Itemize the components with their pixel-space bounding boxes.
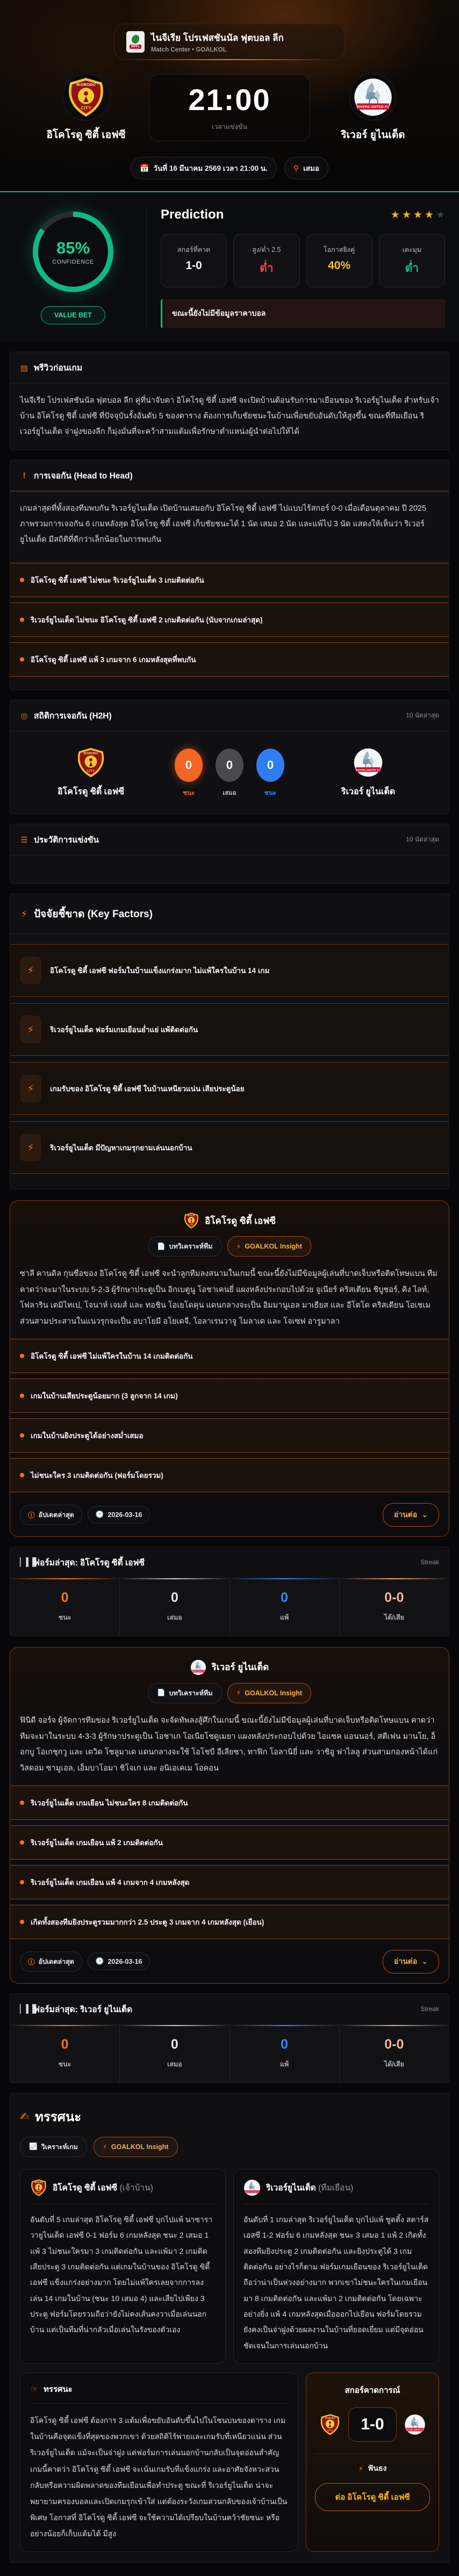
verdict-team-cards <box>10 2167 449 2364</box>
h2h-home-team <box>32 748 150 799</box>
verdict-away-body: อันดับที่ 1 เกมล่าสุด ริเวอร์ยูไนเต็ด บุกไปแพ้ ชูตติ้ง สตาร์ส เอสซี 1-2 ฟอร์ม 6 เกมหลังสุด ชนะ 3 เสมอ 1 แพ้ 2 เกิดทั้งสองทีมยิงประตู 2 เกมติดต่อกัน และยิงประตูได้ 3 เกมติดต่อกัน อย่างไรก็ตาม ฟอร์มเกมเยือนของ ริเวอร์ยูไนเต็ด ถือว่าน่าเป็นห่วงอย่างมาก พวกเขาไม่ชนะใครในเกมเยือนมา 8 เกมติดต่อกัน และแพ้มา 2 เกมติดต่อกัน โดยเฉพาะอย่างยิ่ง แพ้ 4 เกมหลังสุดเมื่อออกไปเยือน ฟอร์มโดยรวมยังคงเป็นจ่าฝูงด้วยผลงานในบ้านที่ยอดเยี่ยม แต่มีจุดอ่อนชัดเจนในการเล่นนอกบ้าน <box>243 2215 429 2350</box>
verdict-away-role: (ทีมเยือน) <box>318 2183 354 2193</box>
opinion-title: ทรรศนะ <box>44 2385 73 2394</box>
badge-label: GOALKOL Insight <box>245 1689 303 1697</box>
predicted-score-card <box>306 2372 439 2552</box>
team-analysis-badge <box>148 1236 222 1257</box>
verdict-label: ฟันธง <box>368 2464 387 2473</box>
verdict-away-name: ริเวอร์ยูไนเต็ด <box>266 2183 316 2193</box>
badge-label: วิเคราะห์เกม <box>41 2143 78 2151</box>
key-factor-text: ริเวอร์ยูไนเต็ด ฟอร์มเกมเยือนย่ำแย่ แพ้ติดต่อกัน <box>50 1026 198 1034</box>
away-analysis-bullet <box>10 1865 449 1899</box>
stat-value: ต่ำ <box>405 262 419 274</box>
analysis-bullet-text: เกมในบ้านเสียประตูน้อยมาก (3 ลูกจาก 14 เกม) <box>31 1391 178 1400</box>
h2h-bullet <box>10 563 449 597</box>
h2h-stats-icon: ◎ <box>20 711 28 721</box>
form-label: ได้/เสีย <box>384 1613 404 1621</box>
h2h-stats-period: 10 นัดล่าสุด <box>406 712 439 719</box>
bullet-dot-icon <box>20 578 24 582</box>
match-date-text: วันที่ 16 มีนาคม 2569 เวลา 21:00 น. <box>153 164 268 172</box>
form-draws-cell <box>120 2025 230 2082</box>
star-icon: ★ <box>390 209 400 221</box>
read-more-button[interactable] <box>383 1503 439 1527</box>
kickoff-label: เวลาแข่งขัน <box>212 122 247 130</box>
form-wins-cell <box>10 1578 120 1636</box>
h2h-stats-title: สถิติการเจอกัน (H2H) <box>34 712 112 721</box>
history-list-icon: ☰ <box>20 835 28 845</box>
last-updated-pill <box>20 1951 82 1972</box>
star-icon: ★ <box>413 209 422 221</box>
home-analysis-bullet <box>10 1339 449 1373</box>
badge-label: GOALKOL Insight <box>245 1243 303 1250</box>
key-factor-text: อิโคโรดู ซิตี้ เอฟซี ฟอร์มในบ้านแข็งแกร่งมาก ไม่แพ้ใครในบ้าน 14 เกม <box>50 967 270 975</box>
away-analysis-body: ฟินิดี จอร์จ ผู้จัดการทีมของ ริเวอร์ยูไนเต็ด จะจัดทัพลงสู้ศึกในเกมนี้ ขณะนี้ยังไม่มีข้อมูลผู้เล่นที่บาดเจ็บหรือติดโทษแบน คาดว่าทีมจะมาในระบบ 4-3-3 ผู้รักษาประตูเป็น โอชาเก โอเนียโชดูเมยา แผงหลังประกอบไปด้วย ไอแซค แอนนอร์, สตีเฟน มานโย, อ็อกบู โอเกชุกวู และ เดวิด โชลูมาเด แดนกลางจะใช้ โอโชบี อีเลียซา, ทาฟิก โอลานิยี่ และ วาชิอู ฟาไลลู ส่วนสามกองหน้าได้แก่ วิสดอม ซามูเอล, เอ็มบาโอมา ชิโจเก และ อนิเอเคเม โอคอน <box>20 1716 438 1773</box>
away-analysis-team: ริเวอร์ ยูไนเต็ด <box>211 1662 269 1673</box>
h2h-bullet-text: อิโคโรดู ซิตี้ เอฟซี แพ้ 3 เกมจาก 6 เกมหลังสุดที่พบกัน <box>31 656 196 664</box>
form-value: 0 <box>281 2036 289 2052</box>
document-icon: 📄 <box>156 1242 166 1250</box>
home-analysis-bullet <box>10 1418 449 1453</box>
stat-label: สูง/ต่ำ 2.5 <box>252 246 281 253</box>
goalkol-insight-badge <box>227 1683 312 1703</box>
analysis-bullet-text: เกิดทั้งสองทีมยิงประตูรวมมากกว่า 2.5 ประตู 3 เกมจาก 4 เกมหลังสุด (เยือน) <box>31 1918 264 1926</box>
form-label: เสมอ <box>167 1613 182 1621</box>
bullet-dot-icon <box>20 1394 24 1398</box>
match-date-pill <box>131 157 277 179</box>
history-title: ประวัติการแข่งขัน <box>34 836 99 845</box>
h2h-home-wins <box>175 749 203 798</box>
h2h-bullet-text: อิโคโรดู ซิตี้ เอฟซี ไม่ชนะ ริเวอร์ยูไนเต็ด 3 เกมติดต่อกัน <box>31 576 204 584</box>
updated-date-pill <box>88 1506 150 1523</box>
h2h-home-name: อิโคโรดู ซิตี้ เอฟซี <box>58 787 124 796</box>
form-wins-cell <box>10 2025 120 2082</box>
home-form-cells <box>10 1578 449 1636</box>
lightning-icon: ⚡ <box>103 2143 107 2151</box>
away-analysis-card <box>10 1647 449 1984</box>
home-analysis-team: อิโคโรดู ซิตี้ เอฟซี <box>205 1215 276 1226</box>
analysis-bullet-text: ริเวอร์ยูไนเต็ด เกมเยือน ไม่ชนะใคร 8 เกมติดต่อกัน <box>31 1798 188 1807</box>
bullet-dot-icon <box>20 1473 24 1477</box>
form-goals-cell <box>340 2025 449 2082</box>
analysis-bullet-text: อิโคโรดู ซิตี้ เอฟซี ไม่แพ้ใครในบ้าน 14 เกมติดต่อกัน <box>31 1352 193 1360</box>
chart-icon: 📈 <box>29 2143 38 2151</box>
star-icon: ★ <box>435 209 445 221</box>
last-updated-label: อัปเดตล่าสุด <box>38 1957 74 1965</box>
league-logo-bird-icon <box>132 35 139 43</box>
confidence-ring-inner <box>38 217 108 287</box>
h2h-circle-value: 0 <box>216 749 243 782</box>
bars-icon: ▏▍▋ <box>20 1558 39 1568</box>
lightning-icon: ⚡ <box>20 956 41 984</box>
away-team-crest-icon <box>190 1659 206 1675</box>
home-team <box>27 74 145 143</box>
away-form-title: ฟอร์มล่าสุด: ริเวอร์ ยูไนเต็ด <box>34 2005 133 2014</box>
match-header <box>27 74 432 143</box>
location-pin-icon: ⚲ <box>293 163 299 172</box>
analysis-bullet-text: ไม่ชนะใคร 3 เกมติดต่อกัน (ฟอร์มโดยรวม) <box>31 1471 163 1479</box>
home-team-crest-icon <box>183 1213 199 1229</box>
stat-label: สกอร์ที่คาด <box>177 246 211 253</box>
confidence-label: CONFIDENCE <box>52 259 94 265</box>
clock-icon: 🕑 <box>95 1511 104 1519</box>
form-losses-cell <box>230 2025 340 2082</box>
home-team-logo <box>63 74 109 120</box>
key-factors-section <box>10 894 449 1189</box>
form-losses-cell <box>230 1578 340 1636</box>
league-subtitle: Match Center • GOALKOL <box>151 47 227 53</box>
lightning-icon: ⚡ <box>20 1134 41 1162</box>
key-factor-text: ริเวอร์ยูไนเต็ด มีปัญหาเกมรุกยามเล่นนอกบ้าน <box>50 1144 192 1152</box>
form-label: ชนะ <box>58 2060 71 2068</box>
h2h-icon: ! <box>23 471 26 480</box>
h2h-title: การเจอกัน (Head to Head) <box>34 471 133 481</box>
away-team-crest-icon <box>404 2414 426 2435</box>
prediction-title: Prediction <box>161 207 224 222</box>
away-analysis-bullet <box>10 1825 449 1860</box>
verdict-title: ทรรศนะ <box>35 2109 82 2124</box>
home-team-crest-icon <box>319 2414 341 2435</box>
confidence-ring <box>33 212 113 292</box>
info-icon: ⓘ <box>28 1511 35 1519</box>
stat-over-under <box>233 234 299 287</box>
lightning-icon: ⚡ <box>358 2464 364 2473</box>
venue-pill <box>284 157 328 179</box>
bullet-dot-icon <box>20 1920 24 1924</box>
confidence-stars <box>391 209 445 221</box>
verdict-home-card <box>20 2169 226 2364</box>
away-team-crest-icon <box>353 748 383 778</box>
home-form-title: ฟอร์มล่าสุด: อิโคโรดู ซิตี้ เอฟซี <box>34 1558 145 1568</box>
lightning-icon: ⚡ <box>20 908 28 919</box>
game-analysis-badge <box>20 2137 87 2157</box>
verdict-section <box>10 2093 449 2563</box>
form-value: 0-0 <box>384 2036 404 2052</box>
home-analysis-card <box>10 1200 449 1537</box>
h2h-circle-label: ชนะ <box>183 789 195 796</box>
away-analysis-bullet <box>10 1786 449 1820</box>
h2h-stats-section <box>10 700 449 814</box>
home-team-crest-icon <box>30 2179 47 2196</box>
verdict-home-body: อันดับที่ 5 เกมล่าสุด อิโคโรดู ซิตี้ เอฟซี บุกไปแพ้ นาซาราวายูไนเต็ด เอฟซี 0-1 ฟอร์ม 6 เกมหลังสุด ชนะ 2 เสมอ 1 แพ้ 3 ไม่ชนะใครมา 3 เกมติดต่อกัน และแพ้มา 2 เกมติด เสียประตู 3 เกมติดต่อกัน แต่เกมในบ้านของ อิโคโรดู ซิตี้ เอฟซี แข็งแกร่งอย่างมาก โดยไม่แพ้ใครเลยจากการลงเล่น 14 เกมในบ้าน (ชนะ 10 เสมอ 4) และเสียไปเพียง 3 ประตู ฟอร์มโดยรวมถือว่ายังไม่คงเส้นคงวาเมื่อเล่นนอกบ้าน แต่เป็นทีมที่น่ากลัวเมื่อเล่นในรังของตัวเอง <box>30 2215 213 2334</box>
analysis-bullet-text: เกมในบ้านยิงประตูได้อย่างสม่ำเสมอ <box>31 1431 144 1440</box>
verdict-home-role: (เจ้าบ้าน) <box>119 2183 153 2193</box>
form-value: 0-0 <box>384 1590 404 1605</box>
opinion-body: อิโคโรดู ซิตี้ เอฟซี ต้องการ 3 แต้มเพื่อขยับอันดับขึ้นไปในโซนบนของตาราง เกมในบ้านคือจุดแข็งที่สุดของพวกเขา ด้วยสถิติไร้พ่ายและเกมรับที่เหนียวแน่น ส่วน ริเวอร์ยูไนเต็ด แม้จะเป็นจ่าฝูง แต่ฟอร์มการเล่นนอกบ้านกลับเป็นจุดอ่อนสำคัญ เกมนี้คาดว่า อิโคโรดู ซิตี้ เอฟซี จะเน้นเกมรับที่แข็งแกร่ง และอาศัยจังหวะสวนกลับหรือความผิดพลาดของทีมเยือนเพื่อทำประตู ขณะที่ ริเวอร์ยูไนเต็ด น่าจะพยายามครองบอลและเปิดเกมรุกเข้าใส่ แต่ต้องระวังเกมสวนกลับของเจ้าบ้านเป็นพิเศษ โอกาสที่ อิโคโรดู ซิตี้ เอฟซี จะใช้ความได้เปรียบในบ้านคว้าชัยชนะ หรืออย่างน้อยก็เก็บแต้มได้ มีสูง <box>30 2416 288 2538</box>
league-header <box>114 24 345 60</box>
form-value: 0 <box>61 1590 69 1605</box>
form-label: เสมอ <box>167 2060 182 2068</box>
predicted-score-title: สกอร์คาดการณ์ <box>345 2386 400 2396</box>
stat-value: 40% <box>328 259 351 272</box>
away-form-cells <box>10 2025 449 2082</box>
league-logo <box>126 31 145 53</box>
h2h-stats-grid <box>10 731 449 814</box>
kickoff-card <box>149 74 310 141</box>
key-factor-text: เกมรับของ อิโคโรดู ซิตี้ เอฟซี ในบ้านเหนียวแน่น เสียประตูน้อย <box>50 1085 245 1093</box>
bullet-dot-icon <box>20 1354 24 1358</box>
home-analysis-bullet <box>10 1458 449 1492</box>
lightning-icon: ⚡ <box>20 1015 41 1043</box>
form-goals-cell <box>340 1578 449 1636</box>
league-logo-text: NPFL <box>130 45 141 49</box>
read-more-label: อ่านต่อ <box>393 1956 418 1965</box>
preview-title: พรีวิวก่อนเกม <box>34 364 83 373</box>
last-updated-pill <box>20 1505 82 1525</box>
star-icon: ★ <box>424 209 434 221</box>
opinion-card <box>20 2372 298 2552</box>
away-team-logo <box>350 74 396 120</box>
badge-label: บทวิเคราะห์ทีม <box>169 1243 213 1250</box>
key-factor-item <box>10 1003 449 1056</box>
away-form-section <box>10 1993 449 2083</box>
h2h-away-wins <box>256 749 284 798</box>
preview-body: ไนจีเรีย โปรเฟสชันนัล ฟุตบอล ลีก คู่ที่น่าจับตา อิโคโรดู ซิตี้ เอฟซี จะเปิดบ้านต้อนรับการมาเยือนของ ริเวอร์ยูไนเต็ด สำหรับเจ้าบ้าน อิโคโรดู ซิตี้ เอฟซี ที่ปัจจุบันรั้งอันดับ 5 ของตาราง ต้องการเก็บชัยชนะในบ้านเพื่อขยับอันดับให้สูงขึ้น ขณะที่ทีมเยือน ริเวอร์ยูไนเต็ด จ่าฝูงของลีก ก็มุ่งมั่นที่จะคว้าสามแต้มเพื่อรักษาตำแหน่งผู้นำต่อไปให้ได้ <box>20 396 439 436</box>
bars-icon: ▏▍▋ <box>20 2005 39 2014</box>
lightning-icon: ⚡ <box>20 1075 41 1102</box>
streak-label: Streak <box>420 2005 439 2013</box>
home-analysis-body: ซาลี คานดิล กุนซือของ อิโคโรดู ซิตี้ เอฟซี จะนำลูกทีมลงสนามในเกมนี้ ขณะนี้ยังไม่มีข้อมูลผู้เล่นที่บาดเจ็บหรือติดโทษแบน ทีมคาดว่าจะมาในระบบ 5-2-3 ผู้รักษาประตูเป็น อิกเบตูนู โอชาเคนยี่ แผงหลังประกอบไปด้วย จูเนียร์ คริสเตียน ชิบูชอร์, คิง ไลท์, โฟลาริน เตมิไทเป, โจนาห์ เจมส์ และ ทอชิน โอเยโดคุน แดนกลางจะเป็น อิมมานูเอล มาเธียส และ อีโตโด คริสเตียน โอเชเม ส่วนสามประสานในแนวรุกจะเป็น อบาโยมี อโยเดจี, โอลาเรนวาจู โมลาเด และ โจเซฟ อารูมาลา <box>20 1269 438 1326</box>
stat-predicted-score <box>161 234 227 287</box>
home-team-crest-icon <box>66 77 106 117</box>
h2h-draws <box>216 749 243 798</box>
form-label: แพ้ <box>279 1613 289 1621</box>
last-updated-label: อัปเดตล่าสุด <box>38 1511 74 1519</box>
form-draws-cell <box>120 1578 230 1636</box>
key-factor-item <box>10 1062 449 1115</box>
bullet-dot-icon <box>20 618 24 622</box>
verdict-bottom-row <box>10 2364 449 2563</box>
away-team-crest-icon <box>353 77 393 117</box>
stat-label: โอกาสยิงคู่ <box>324 246 355 253</box>
h2h-circle-label: เสมอ <box>223 789 236 796</box>
form-value: 0 <box>281 1590 289 1605</box>
lightning-icon: ⚡ <box>236 1243 241 1251</box>
match-meta <box>11 157 448 191</box>
predicted-score-value: 1-0 <box>348 2407 396 2442</box>
stat-corners <box>379 234 445 287</box>
document-icon: 📄 <box>156 1689 166 1697</box>
h2h-circle-value: 0 <box>175 749 203 782</box>
stat-label: เตะมุม <box>402 246 422 253</box>
info-icon: ⓘ <box>28 1958 35 1966</box>
goalkol-insight-badge <box>227 1236 312 1257</box>
team-analysis-badge <box>148 1683 222 1703</box>
key-factor-item <box>10 1121 449 1174</box>
away-team <box>314 74 432 143</box>
h2h-away-team <box>309 748 427 799</box>
form-label: ได้/เสีย <box>384 2060 404 2068</box>
history-section <box>10 824 449 884</box>
home-analysis-bullet <box>10 1378 449 1413</box>
pointing-hand-icon: ☞ <box>31 2385 38 2394</box>
chevron-down-icon: ⌄ <box>421 1510 428 1519</box>
streak-label: Streak <box>420 1558 439 1566</box>
h2h-away-name: ริเวอร์ ยูไนเต็ด <box>341 787 396 796</box>
form-label: ชนะ <box>58 1613 71 1621</box>
home-team-crest-icon <box>76 748 106 778</box>
analyst-icon: ✍ <box>20 2110 29 2123</box>
chevron-down-icon: ⌄ <box>421 1957 428 1966</box>
form-value: 0 <box>170 2036 178 2052</box>
stat-value: ต่ำ <box>260 262 274 274</box>
h2h-bullet <box>10 642 449 677</box>
goalkol-insight-badge <box>94 2137 178 2157</box>
value-bet-badge: VALUE BET <box>41 306 105 324</box>
read-more-label: อ่านต่อ <box>393 1510 418 1519</box>
h2h-bullet-text: ริเวอร์ยูไนเต็ด ไม่ชนะ อิโคโรดู ซิตี้ เอฟซี 2 เกมติดต่อกัน (นับจากเกมล่าสุด) <box>31 616 263 624</box>
form-value: 0 <box>61 2036 69 2052</box>
hero-section <box>0 0 459 191</box>
form-value: 0 <box>170 1590 178 1605</box>
badge-label: บทวิเคราะห์ทีม <box>169 1689 213 1697</box>
star-icon: ★ <box>401 209 411 221</box>
bullet-dot-icon <box>20 1880 24 1884</box>
key-factor-item <box>10 944 449 997</box>
read-more-button[interactable] <box>383 1950 439 1973</box>
venue-text: เสมอ <box>303 164 320 172</box>
stat-value: 1-0 <box>185 259 202 272</box>
confidence-column <box>14 207 132 328</box>
form-label: แพ้ <box>279 2060 289 2068</box>
away-analysis-bullet <box>10 1905 449 1939</box>
updated-date-pill <box>88 1953 150 1970</box>
pick-button[interactable]: ต่อ อิโคโรดู ซิตี้ เอฟซี <box>315 2483 430 2511</box>
stat-btts <box>306 234 372 287</box>
clock-icon: 🕑 <box>95 1957 104 1965</box>
analysis-bullet-text: ริเวอร์ยูไนเต็ด เกมเยือน แพ้ 2 เกมติดต่อกัน <box>31 1838 163 1847</box>
home-team-name: อิโคโรดู ซิตี้ เอฟซี <box>46 129 126 141</box>
history-empty <box>10 855 449 883</box>
prediction-panel <box>0 191 459 342</box>
verdict-home-name: อิโคโรดู ซิตี้ เอฟซี <box>53 2183 118 2193</box>
updated-date: 2026-03-16 <box>107 1511 142 1519</box>
analysis-bullet-text: ริเวอร์ยูไนเต็ด เกมเยือน แพ้ 4 เกมจาก 4 เกมหลังสุด <box>31 1878 190 1886</box>
h2h-section <box>10 460 449 690</box>
h2h-circle-label: ชนะ <box>264 789 276 796</box>
updated-date: 2026-03-16 <box>107 1957 142 1965</box>
h2h-body: เกมล่าสุดที่ทั้งสองทีมพบกัน ริเวอร์ยูไนเต็ด เปิดบ้านเสมอกับ อิโคโรดู ซิตี้ เอฟซี ไปแบบไร้สกอร์ 0-0 เมื่อเดือนตุลาคม ปี 2025 ภาพรวมการเจอกัน 6 เกมหลังสุด อิโคโรดู ซิตี้ เอฟซี เก็บชัยชนะได้ 1 นัด เสมอ 2 นัด และแพ้ไป 3 นัด แสดงให้เห็นว่า ริเวอร์ยูไนเต็ด มีสถิติที่ดีกว่าเล็กน้อยในการพบกัน <box>20 504 427 544</box>
kickoff-time: 21:00 <box>188 83 271 117</box>
preview-section <box>10 352 449 450</box>
history-period: 10 นัดล่าสุด <box>406 836 439 843</box>
h2h-bullet <box>10 603 449 637</box>
away-team-crest-icon <box>243 2179 261 2196</box>
home-form-section <box>10 1547 449 1636</box>
verdict-away-card <box>233 2169 439 2364</box>
bullet-dot-icon <box>20 1801 24 1805</box>
calendar-icon: 📅 <box>139 163 149 172</box>
confidence-percent: 85% <box>56 238 90 257</box>
key-factors-title: ปัจจัยชี้ขาด (Key Factors) <box>34 909 153 920</box>
bullet-dot-icon <box>20 1840 24 1845</box>
bullet-dot-icon <box>20 657 24 662</box>
league-name: ไนจีเรีย โปรเฟสชันนัล ฟุตบอล ลีก <box>151 33 284 43</box>
prediction-content <box>146 207 445 328</box>
badge-label: GOALKOL Insight <box>111 2143 169 2151</box>
preview-icon: ▤ <box>20 363 28 373</box>
bullet-dot-icon <box>20 1433 24 1438</box>
away-team-name: ริเวอร์ ยูไนเต็ด <box>341 129 405 141</box>
h2h-circle-value: 0 <box>256 749 284 782</box>
odds-notice: ขณะนี้ยังไม่มีข้อมูลราคาบอล <box>161 299 445 328</box>
prediction-stats <box>161 234 445 287</box>
lightning-icon: ⚡ <box>236 1689 241 1697</box>
